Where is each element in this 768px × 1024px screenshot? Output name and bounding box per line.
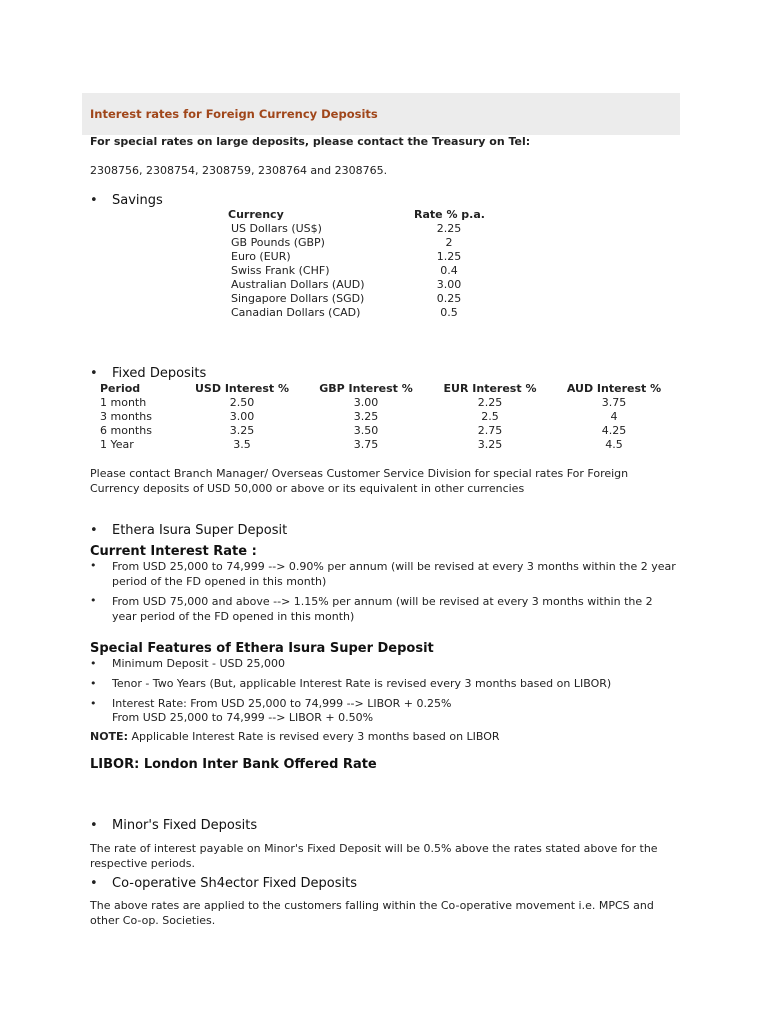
feature-item: Interest Rate: From USD 25,000 to 74,999 --> LIBOR + 0.25% [112, 697, 452, 710]
fixed-cell: 3.00 [353, 396, 379, 409]
fixed-cell: 2.50 [229, 396, 255, 409]
fixed-col-period: Period [100, 382, 141, 395]
note-label: NOTE: [90, 730, 128, 743]
bullet: • [90, 366, 98, 381]
savings-rate: 2 [445, 236, 453, 249]
fixed-cell: 2.5 [481, 410, 499, 423]
savings-col-currency: Currency [228, 208, 284, 221]
fixed-cell: 3.50 [353, 424, 379, 437]
savings-currency: US Dollars (US$) [231, 222, 322, 235]
fixed-cell: 3.5 [233, 438, 251, 451]
savings-rate: 0.25 [436, 292, 462, 305]
savings-rate: 0.4 [440, 264, 458, 277]
fixed-cell: 3.25 [229, 424, 255, 437]
savings-currency: Euro (EUR) [231, 250, 291, 263]
ethera-heading: Ethera Isura Super Deposit [112, 523, 288, 538]
bullet: • [90, 657, 97, 670]
fixed-period: 6 months [100, 424, 152, 437]
contact-line: For special rates on large deposits, please contact the Treasury on Tel: [90, 135, 531, 148]
savings-rate: 3.00 [436, 278, 462, 291]
current-rate-heading: Current Interest Rate : [90, 544, 257, 559]
minors-heading: Minor's Fixed Deposits [112, 818, 258, 833]
savings-heading: Savings [112, 193, 163, 208]
fixed-period: 1 month [100, 396, 147, 409]
savings-rate: 1.25 [436, 250, 462, 263]
feature-item: Tenor - Two Years (But, applicable Interest Rate is revised every 3 months based on LIBOR) [112, 677, 612, 690]
current-rate-item: From USD 75,000 and above --> 1.15% per annum (will be revised at every 3 months within the 2 year period of the FD opened in this month) [112, 595, 653, 623]
fixed-cell: 3.75 [601, 396, 627, 409]
bullet: • [90, 523, 98, 538]
fixed-cell: 4.5 [605, 438, 623, 451]
coop-heading: Co-operative Sh4ector Fixed Deposits [112, 876, 357, 891]
fixed-cell: 2.75 [477, 424, 503, 437]
fixed-col-aud: AUD Interest % [566, 382, 662, 395]
savings-currency: Canadian Dollars (CAD) [231, 306, 361, 319]
savings-col-rate: Rate % p.a. [414, 208, 485, 221]
fixed-cell: 4 [610, 410, 618, 423]
bullet: • [90, 876, 98, 891]
bullet: • [90, 677, 97, 690]
note-text: Applicable Interest Rate is revised every 3 months based on LIBOR [127, 730, 500, 743]
bullet: • [90, 697, 97, 710]
bullet: • [90, 594, 97, 607]
minors-text: The rate of interest payable on Minor's Fixed Deposit will be 0.5% above the rates stated above for the respective periods. [90, 842, 658, 870]
fixed-col-usd: USD Interest % [195, 382, 289, 395]
savings-currency: Australian Dollars (AUD) [231, 278, 365, 291]
bullet: • [90, 818, 98, 833]
fixed-cell: 3.25 [477, 438, 503, 451]
contact-phones: 2308756, 2308754, 2308759, 2308764 and 2308765. [90, 164, 388, 177]
fixed-col-gbp: GBP Interest % [319, 382, 413, 395]
fixed-cell: 3.25 [353, 410, 379, 423]
fixed-cell: 4.25 [601, 424, 627, 437]
coop-text: The above rates are applied to the customers falling within the Co-operative movement i.e. MPCS and other Co-op. Societies. [90, 899, 654, 927]
fixed-period: 1 Year [100, 438, 134, 451]
feature-item: From USD 25,000 to 74,999 --> LIBOR + 0.50% [112, 711, 374, 724]
bullet: • [90, 193, 98, 208]
savings-currency: Swiss Frank (CHF) [231, 264, 330, 277]
fixed-cell: 3.75 [353, 438, 379, 451]
feature-item: Minimum Deposit - USD 25,000 [112, 657, 285, 670]
current-rate-item: From USD 25,000 to 74,999 --> 0.90% per annum (will be revised at every 3 months within the 2 year period of the FD opened in this month) [112, 560, 676, 588]
fixed-period: 3 months [100, 410, 152, 423]
savings-rate: 2.25 [436, 222, 462, 235]
features-heading: Special Features of Ethera Isura Super Deposit [90, 641, 434, 656]
fixed-heading: Fixed Deposits [112, 366, 207, 381]
fixed-cell: 3.00 [229, 410, 255, 423]
savings-rate: 0.5 [440, 306, 458, 319]
fixed-col-eur: EUR Interest % [443, 382, 537, 395]
savings-currency: GB Pounds (GBP) [231, 236, 325, 249]
fixed-note: Please contact Branch Manager/ Overseas Customer Service Division for special rates For Foreign Currency deposits of USD 50,000 or above or its equivalent in other currencies [90, 467, 629, 495]
ethera-note [90, 730, 500, 743]
page-title: Interest rates for Foreign Currency Deposits [90, 107, 378, 121]
fixed-cell: 2.25 [477, 396, 503, 409]
libor-definition: LIBOR: London Inter Bank Offered Rate [90, 757, 377, 772]
bullet: • [90, 559, 97, 572]
savings-currency: Singapore Dollars (SGD) [231, 292, 365, 305]
